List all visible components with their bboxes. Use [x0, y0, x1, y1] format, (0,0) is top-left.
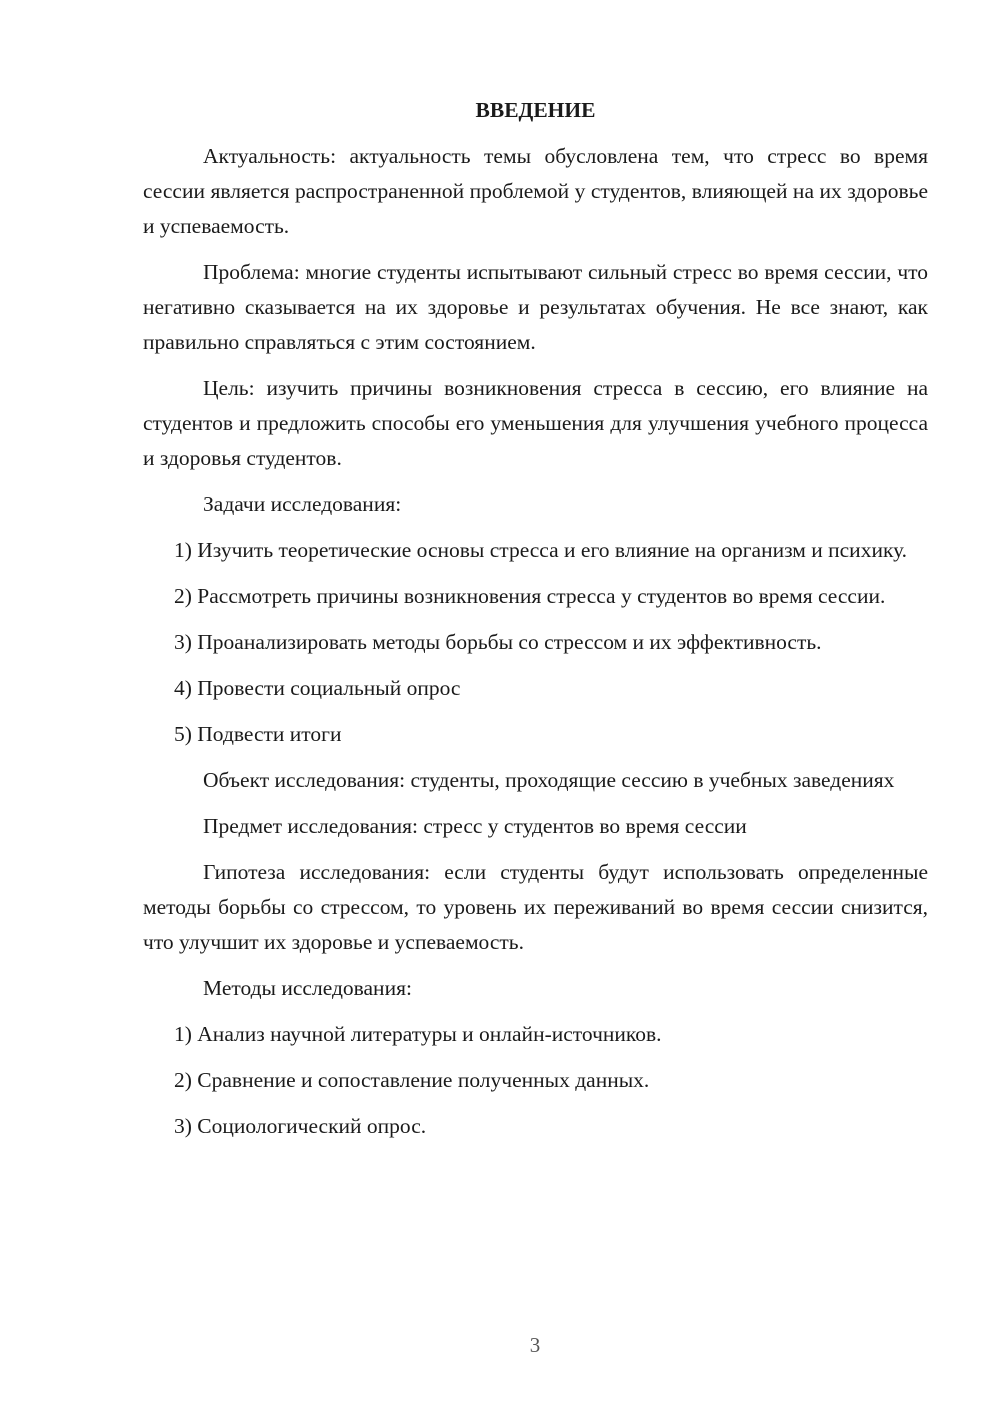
- task-item-5: 5) Подвести итоги: [174, 722, 342, 746]
- paragraph-problem: Проблема: многие студенты испытывают сильный стресс во время сессии, что негативно сказывается на их здоровье и результатах обучения. Не все знают, как правильно справляться с этим состоянием.: [143, 260, 928, 354]
- task-item-2: 2) Рассмотреть причины возникновения стресса у студентов во время сессии.: [174, 584, 886, 608]
- paragraph-object: Объект исследования: студенты, проходящие сессию в учебных заведениях: [203, 768, 895, 792]
- methods-heading: Методы исследования:: [203, 976, 412, 1000]
- paragraph-relevance: Актуальность: актуальность темы обусловлена тем, что стресс во время сессии является распространенной проблемой у студентов, влияющей на их здоровье и успеваемость.: [143, 144, 928, 238]
- paragraph-hypothesis: Гипотеза исследования: если студенты будут использовать определенные методы борьбы со стрессом, то уровень их переживаний во время сессии снизится, что улучшит их здоровье и успеваемость.: [143, 860, 928, 954]
- method-item-3: 3) Социологический опрос.: [174, 1114, 427, 1138]
- method-item-2: 2) Сравнение и сопоставление полученных данных.: [174, 1068, 650, 1092]
- task-item-4: 4) Провести социальный опрос: [174, 676, 461, 700]
- method-item-1: 1) Анализ научной литературы и онлайн-источников.: [174, 1022, 662, 1046]
- document-body: [143, 92, 928, 1155]
- section-title: ВВЕДЕНИЕ: [475, 98, 596, 122]
- task-item-1: 1) Изучить теоретические основы стресса и его влияние на организм и психику.: [174, 538, 908, 562]
- tasks-heading: Задачи исследования:: [203, 492, 402, 516]
- paragraph-subject: Предмет исследования: стресс у студентов во время сессии: [203, 814, 747, 838]
- page-number: 3: [529, 1333, 541, 1357]
- task-item-3: 3) Проанализировать методы борьбы со стрессом и их эффективность.: [174, 630, 822, 654]
- paragraph-goal: Цель: изучить причины возникновения стресса в сессию, его влияние на студентов и предложить способы его уменьшения для улучшения учебного процесса и здоровья студентов.: [143, 376, 928, 470]
